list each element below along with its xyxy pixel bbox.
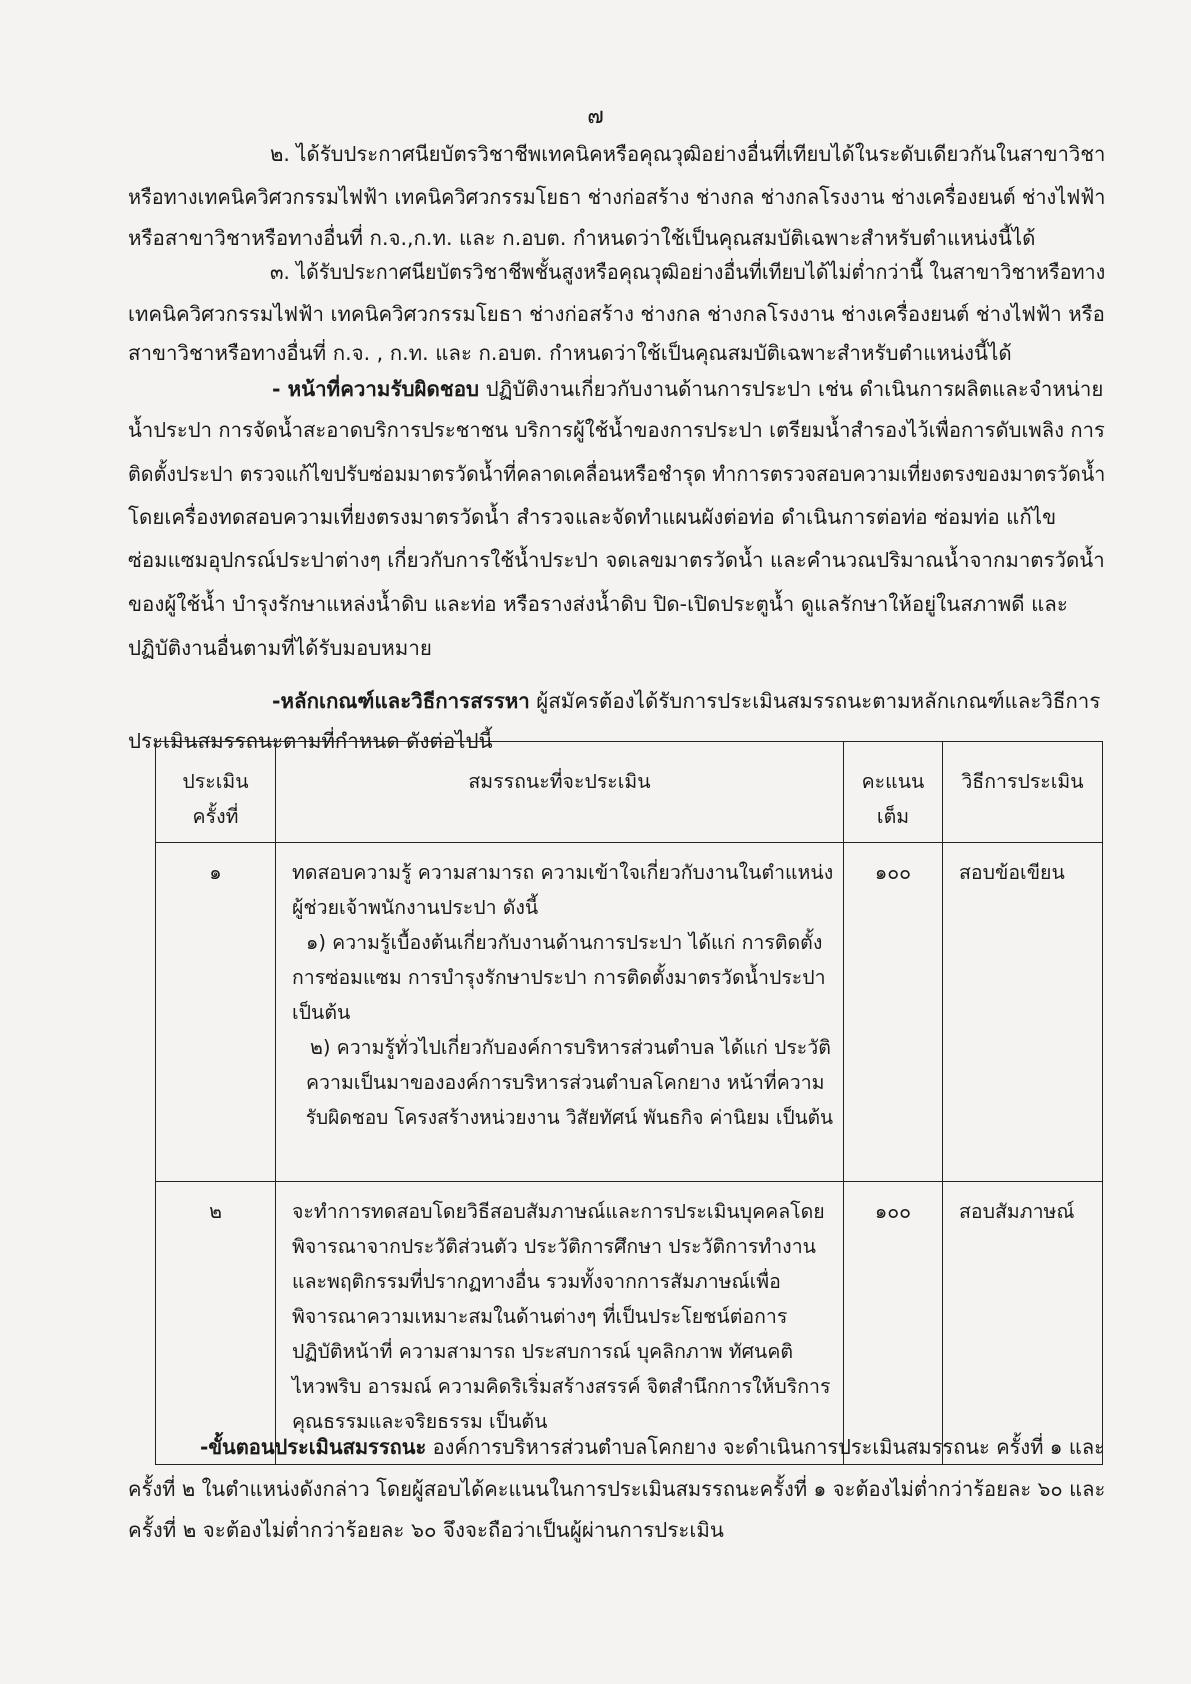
criteria-first-text: ผู้สมัครต้องได้รับการประเมินสมรรถนะตามหลักเกณฑ์และวิธีการ (529, 689, 1101, 713)
qualification-2-line-2: หรือทางเทคนิควิศวกรรมไฟฟ้า เทคนิควิศวกรรมโยธา ช่างก่อสร้าง ช่างกล ช่างกลโรงงาน ช่างเครื่องยนต์ ช่างไฟฟ้า (128, 185, 1106, 209)
table-row (156, 1182, 1103, 1465)
header-method: วิธีการประเมิน (943, 742, 1103, 843)
criteria-first-line (272, 685, 1100, 718)
row-2-line: ไหวพริบ อารมณ์ ความคิดริเริ่มสร้างสรรค์ จิตสำนึกการให้บริการ (292, 1375, 831, 1398)
duties-line-4: ซ่อมแซมอุปกรณ์ประปาต่างๆ เกี่ยวกับการใช้น้ำประปา จดเลขมาตรวัดน้ำ และคำนวณปริมาณน้ำจากมาตรวัดน้ำ (128, 548, 1105, 572)
qualification-3-line-2: เทคนิควิศวกรรมไฟฟ้า เทคนิควิศวกรรมโยธา ช่างก่อสร้าง ช่างกล ช่างกลโรงงาน ช่างเครื่องยนต์ ช่างไฟฟ้า หรือ (128, 302, 1105, 326)
table-row (156, 843, 1103, 1182)
row-1-line: ๑) ความรู้เบื้องต้นเกี่ยวกับงานด้านการประปา ได้แก่ การติดตั้ง (306, 931, 823, 954)
row-1-line: ความเป็นมาขององค์การบริหารส่วนตำบลโคกยาง หน้าที่ความ (306, 1071, 825, 1094)
competency-table (155, 741, 1103, 1465)
header-competency: สมรรถนะที่จะประเมิน (276, 742, 844, 843)
procedure-line-1: ครั้งที่ ๒ ในตำแหน่งดังกล่าว โดยผู้สอบได้คะแนนในการประเมินสมรรถนะครั้งที่ ๑ จะต้องไม่ต่ำกว่าร้อยละ ๖๐ และ (128, 1477, 1106, 1501)
header-score (844, 742, 943, 843)
duties-line-3: โดยเครื่องทดสอบความเที่ยงตรงมาตรวัดน้ำ สำรวจและจัดทำแผนผังต่อท่อ ดำเนินการต่อท่อ ซ่อมท่อ แก้ไข (128, 505, 1057, 529)
row-2-method: สอบสัมภาษณ์ (943, 1182, 1103, 1465)
row-1-line: ผู้ช่วยเจ้าพนักงานประปา ดังนี้ (292, 896, 539, 919)
duties-heading: - หน้าที่ความรับผิดชอบ (272, 377, 480, 401)
header-score-line-2: เต็ม (876, 805, 910, 828)
header-round-line-1: ประเมิน (182, 770, 249, 793)
procedure-first-line (200, 1431, 1105, 1464)
row-1-line: เป็นต้น (292, 1001, 351, 1024)
row-1-line: ๒) ความรู้ทั่วไปเกี่ยวกับองค์การบริหารส่วนตำบล ได้แก่ ประวัติ (310, 1036, 831, 1059)
row-1-line: ทดสอบความรู้ ความสามารถ ความเข้าใจเกี่ยวกับงานในตำแหน่ง (292, 861, 834, 884)
procedure-line-2: ครั้งที่ ๒ จะต้องไม่ต่ำกว่าร้อยละ ๖๐ จึงจะถือว่าเป็นผู้ผ่านการประเมิน (128, 1518, 724, 1542)
qualification-2-line-1: ๒. ได้รับประกาศนียบัตรวิชาชีพเทคนิคหรือคุณวุฒิอย่างอื่นที่เทียบได้ในระดับเดียวกันในสาขาวิชา (270, 142, 1106, 166)
criteria-heading: -หลักเกณฑ์และวิธีการสรรหา (272, 689, 530, 713)
header-round-line-2: ครั้งที่ (192, 805, 239, 828)
procedure-first-text: องค์การบริหารส่วนตำบลโคกยาง จะดำเนินการประเมินสมรรถนะ ครั้งที่ ๑ และ (426, 1435, 1105, 1459)
duties-line-1: น้ำประปา การจัดน้ำสะอาดบริการประชาชน บริการผู้ใช้น้ำของการประปา เตรียมน้ำสำรองไว้เพื่อการดับเพลิง การ (128, 418, 1105, 442)
row-2-line: และพฤติกรรมที่ปรากฏทางอื่น รวมทั้งจากการสัมภาษณ์เพื่อ (292, 1270, 781, 1293)
header-score-line-1: คะแนน (861, 770, 925, 793)
row-2-line: พิจารณาจากประวัติส่วนตัว ประวัติการศึกษา ประวัติการทำงาน (292, 1235, 816, 1258)
row-1-line: รับผิดชอบ โครงสร้างหน่วยงาน วิสัยทัศน์ พันธกิจ ค่านิยม เป็นต้น (305, 1106, 834, 1129)
row-1-round: ๑ (156, 843, 276, 1182)
row-2-score: ๑๐๐ (844, 1182, 943, 1465)
duties-line-5: ของผู้ใช้น้ำ บำรุงรักษาแหล่งน้ำดิบ และท่อ หรือรางส่งน้ำดิบ ปิด-เปิดประตูน้ำ ดูแลรักษาให้อยู่ในสภาพดี และ (128, 592, 1068, 616)
row-2-competency (276, 1182, 844, 1465)
qualification-3-line-1: ๓. ได้รับประกาศนียบัตรวิชาชีพชั้นสูงหรือคุณวุฒิอย่างอื่นที่เทียบได้ไม่ต่ำกว่านี้ ในสาขาวิชาหรือทาง (270, 260, 1106, 284)
row-1-method: สอบข้อเขียน (943, 843, 1103, 1182)
table-header-row (156, 742, 1103, 843)
duties-first-text: ปฏิบัติงานเกี่ยวกับงานด้านการประปา เช่น ดำเนินการผลิตและจำหน่าย (479, 377, 1104, 401)
procedure-heading: -ขั้นตอนประเมินสมรรถนะ (200, 1435, 427, 1459)
row-2-line: พิจารณาความเหมาะสมในด้านต่างๆ ที่เป็นประโยชน์ต่อการ (292, 1305, 788, 1328)
row-1-competency (276, 843, 844, 1182)
criteria-second-line: ประเมินสมรรถนะตามที่กำหนด ดังต่อไปนี้ (128, 729, 493, 753)
duties-line-2: ติดตั้งประปา ตรวจแก้ไขปรับซ่อมมาตรวัดน้ำที่คลาดเคลื่อนหรือชำรุด ทำการตรวจสอบความเที่ยงตรงของมาตรวัดน้ำ (128, 462, 1106, 486)
qualification-2-line-3: หรือสาขาวิชาหรือทางอื่นที่ ก.จ.,ก.ท. และ ก.อบต. กำหนดว่าใช้เป็นคุณสมบัติเฉพาะสำหรับตำแหน่งนี้ได้ (128, 226, 1036, 250)
row-2-line: ปฏิบัติหน้าที่ ความสามารถ ประสบการณ์ บุคลิกภาพ ทัศนคติ (292, 1340, 794, 1363)
duties-first-line (272, 373, 1103, 406)
row-2-round: ๒ (156, 1182, 276, 1465)
qualification-3-line-3: สาขาวิชาหรือทางอื่นที่ ก.จ. , ก.ท. และ ก.อบต. กำหนดว่าใช้เป็นคุณสมบัติเฉพาะสำหรับตำแหน่งนี้ได้ (128, 341, 1012, 365)
row-2-line: จะทำการทดสอบโดยวิธีสอบสัมภาษณ์และการประเมินบุคคลโดย (292, 1200, 825, 1223)
row-2-line: คุณธรรมและจริยธรรม เป็นต้น (292, 1410, 548, 1433)
row-1-score: ๑๐๐ (844, 843, 943, 1182)
row-1-line: การซ่อมแซม การบำรุงรักษาประปา การติดตั้งมาตรวัดน้ำประปา (292, 966, 826, 989)
duties-line-6: ปฏิบัติงานอื่นตามที่ได้รับมอบหมาย (128, 636, 432, 660)
page-number: ๗ (587, 104, 604, 129)
header-round (156, 742, 276, 843)
